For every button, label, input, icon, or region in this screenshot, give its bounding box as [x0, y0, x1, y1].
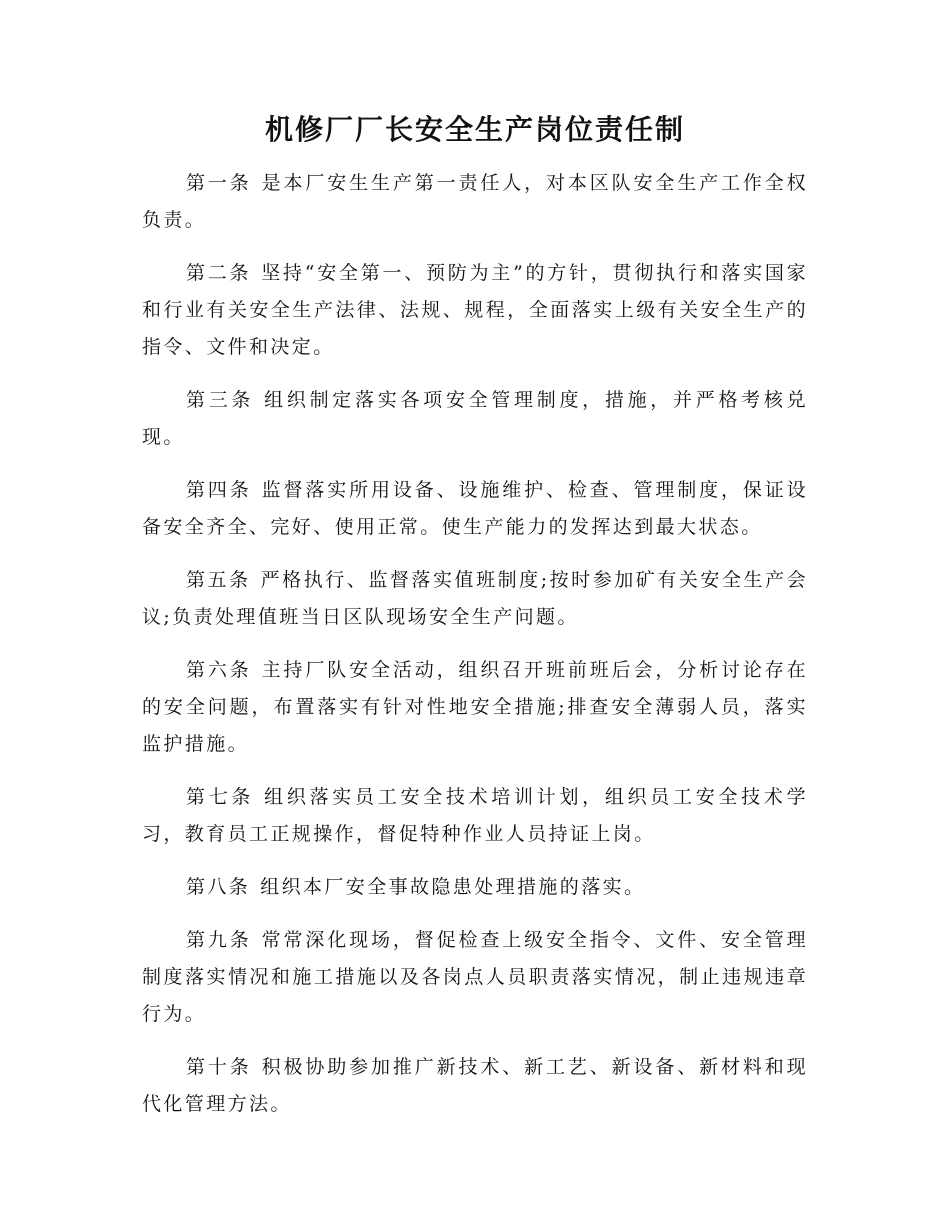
article-text: 组织制定落实各项安全管理制度，措施，并严格考核兑现。	[142, 389, 809, 448]
article-label: 第三条	[186, 389, 255, 411]
article-label: 第七条	[186, 786, 255, 808]
article-text: 组织落实员工安全技术培训计划，组织员工安全技术学习，教育员工正规操作，督促特种作业人员持证上岗。	[142, 786, 809, 845]
article-10	[142, 1049, 808, 1123]
article-2	[142, 255, 808, 366]
article-1	[142, 165, 808, 239]
article-label: 第六条	[186, 659, 252, 681]
article-6	[142, 652, 808, 763]
article-label: 第四条	[186, 479, 252, 501]
article-4	[142, 472, 808, 546]
article-3	[142, 382, 808, 456]
article-label: 第九条	[186, 929, 252, 951]
article-label: 第一条	[186, 172, 252, 194]
article-text: 主持厂队安全活动，组织召开班前班后会，分析讨论存在的安全问题，布置落实有针对性地安全措施;排查安全薄弱人员，落实监护措施。	[142, 659, 808, 755]
article-text: 组织本厂安全事故隐患处理措施的落实。	[260, 876, 646, 898]
article-text: 积极协助参加推广新技术、新工艺、新设备、新材料和现代化管理方法。	[142, 1056, 808, 1115]
article-text: 常常深化现场，督促检查上级安全指令、文件、安全管理制度落实情况和施工措施以及各岗点人员职责落实情况，制止违规违章行为。	[142, 929, 808, 1025]
article-label: 第十条	[186, 1056, 252, 1078]
article-label: 第二条	[186, 262, 252, 284]
article-8	[142, 869, 808, 906]
article-text: 监督落实所用设备、设施维护、检查、管理制度，保证设备安全齐全、完好、使用正常。使生产能力的发挥达到最大状态。	[142, 479, 808, 538]
document-title: 机修厂厂长安全生产岗位责任制	[264, 113, 685, 146]
article-5	[142, 562, 808, 636]
article-text: 坚持“安全第一、预防为主”的方针，贯彻执行和落实国家和行业有关安全生产法律、法规、规程，全面落实上级有关安全生产的指令、文件和决定。	[142, 262, 809, 358]
article-label: 第五条	[186, 569, 251, 591]
article-7	[142, 779, 808, 853]
article-9	[142, 922, 808, 1033]
article-text: 严格执行、监督落实值班制度;按时参加矿有关安全生产会议;负责处理值班当日区队现场安全生产问题。	[142, 569, 809, 628]
document-body	[142, 165, 808, 1139]
article-text: 是本厂安生生产第一责任人，对本区队安全生产工作全权负责。	[142, 172, 808, 231]
article-label: 第八条	[186, 876, 251, 898]
